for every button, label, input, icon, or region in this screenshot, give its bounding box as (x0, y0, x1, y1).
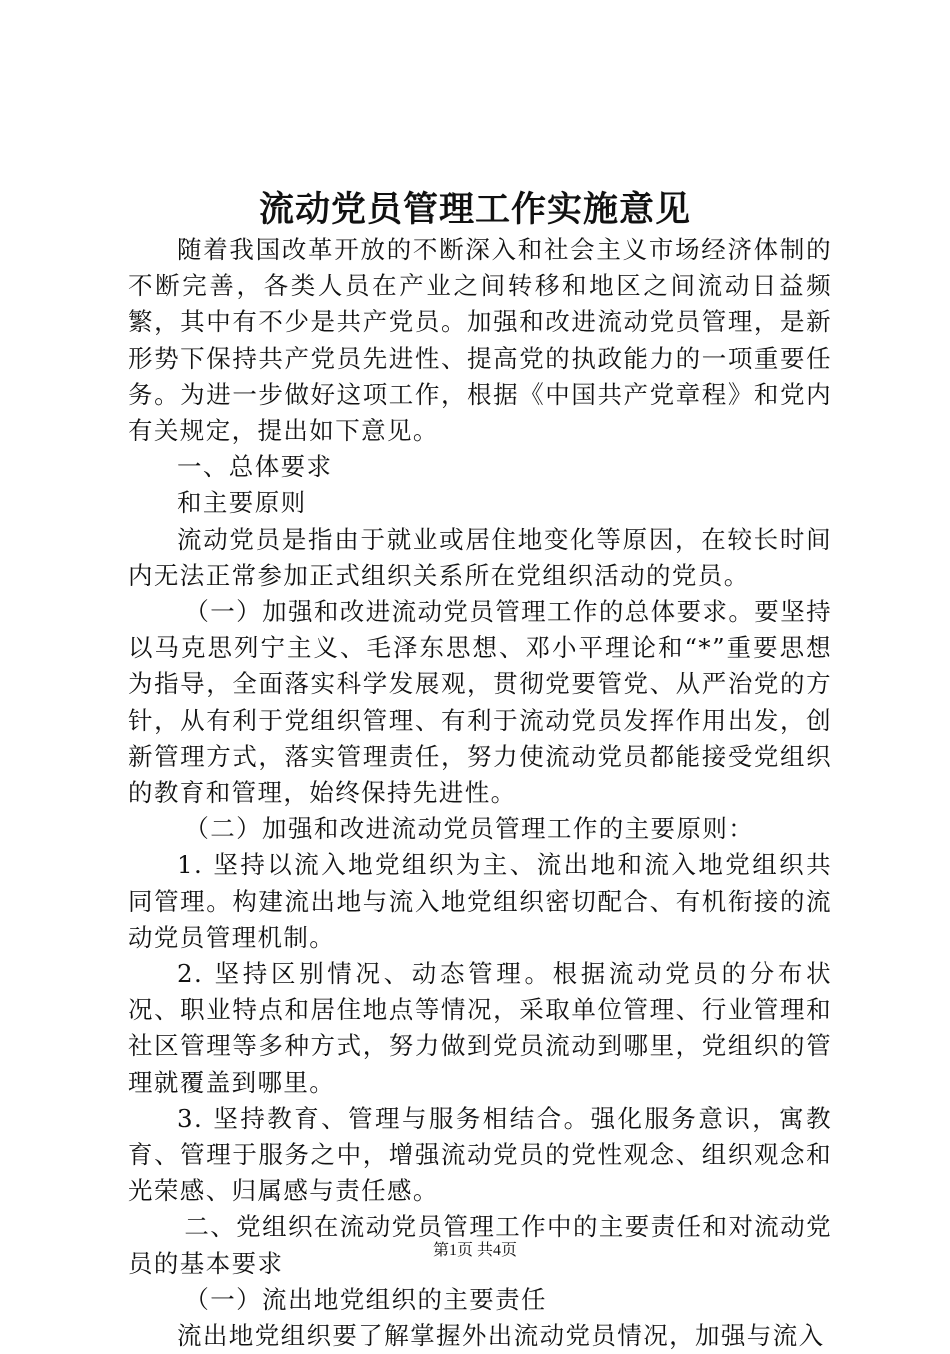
paragraph-main-principles-heading: （二）加强和改进流动党员管理工作的主要原则： (184, 814, 755, 844)
paragraph-general-requirements: （一）加强和改进流动党员管理工作的总体要求。要坚持以马克思列宁主义、毛泽东思想、邓小平理论和“*”重要思想为指导，全面落实科学发展观，贯彻党要管党、从严治党的方针，从有利于党组织管理、有利于流动党员发挥作用出发，创新管理方式，落实管理责任，努力使流动党员都能接受党组织的教育和管理，始终保持先进性。 (128, 597, 832, 808)
document-title: 流动党员管理工作实施意见 (258, 189, 691, 230)
paragraph-principle-1: 1. 坚持以流入地党组织为主、流出地和流入地党组织共同管理。构建流出地与流入地党组织密切配合、有机衔接的流动党员管理机制。 (128, 850, 832, 952)
page-footer: 第1页 共4页 (432, 1242, 517, 1259)
paragraph-section-2-heading: 二、党组织在流动党员管理工作中的主要责任和对流动党员的基本要求 (128, 1212, 832, 1278)
paragraph-principle-3: 3. 坚持教育、管理与服务相结合。强化服务意识，寓教育、管理于服务之中，增强流动党员的党性观念、组织观念和光荣感、归属感与责任感。 (128, 1103, 832, 1206)
paragraph-principle-2: 2. 坚持区别情况、动态管理。根据流动党员的分布状况、职业特点和居住地点等情况，采取单位管理、行业管理和社区管理等多种方式，努力做到党员流动到哪里，党组织的管理就覆盖到哪里。 (128, 959, 832, 1097)
paragraph-section-1-heading-cont: 和主要原则 (177, 488, 307, 518)
paragraph-outflow-responsibility: 流出地党组织要了解掌握外出流动党员情况，加强与流入 (177, 1321, 825, 1351)
document-body (128, 232, 832, 1354)
paragraph-section-1-heading: 一、总体要求 (177, 452, 333, 482)
paragraph-subsection-1-heading: （一）流出地党组织的主要责任 (184, 1284, 547, 1314)
paragraph-intro: 随着我国改革开放的不断深入和社会主义市场经济体制的不断完善，各类人员在产业之间转移和地区之间流动日益频繁，其中有不少是共产党员。加强和改进流动党员管理，是新形势下保持共产党员先进性、提高党的执政能力的一项重要任务。为进一步做好这项工作，根据《中国共产党章程》和党内有关规定，提出如下意见。 (128, 235, 832, 446)
paragraph-definition: 流动党员是指由于就业或居住地变化等原因，在较长时间内无法正常参加正式组织关系所在党组织活动的党员。 (128, 524, 832, 590)
